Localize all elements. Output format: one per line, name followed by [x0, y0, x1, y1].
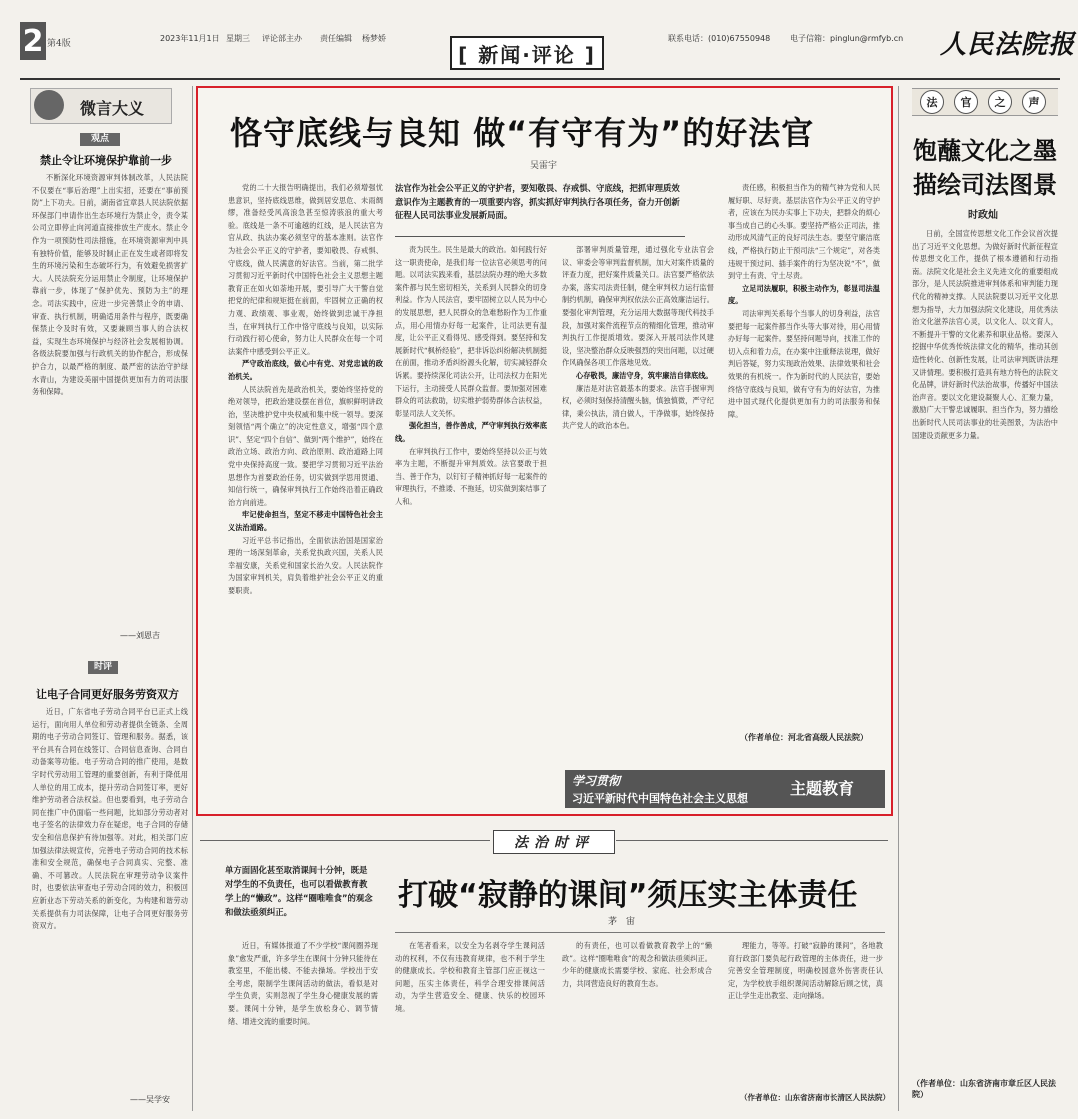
lower-byline: 茅 宙	[608, 917, 636, 927]
feature-col1-paragraph-3: 习近平总书记指出，全面依法治国是国家治理的一场深刻革命，关系党执政兴国，关系人民幸福安康，关系党和国家长治久安。人民法院作为国家审判机关，肩负着维护社会公平正义的重要职责。	[228, 535, 383, 595]
feature-col1-paragraph-2: 人民法院首先是政治机关，要始终坚持党的绝对领导，把政治建设摆在首位，旗帜鲜明讲政治，坚决维护党中央权威和集中统一领导。要深刻领悟“两个确立”的决定性意义，增强“四个意识”、坚定“四个自信”、做到“两个维护”，始终在政治立场、政治方向、政治原则、政治道路上同党中央保持高度一致。要把学习贯彻习近平法治思想作为首要政治任务，切实做到学思用贯通、知信行统一，确保审判执行工作始终沿着正确政治方向前进。	[228, 384, 383, 507]
judge-voice-char-2: 官	[954, 90, 978, 114]
page-sub: 第4版	[47, 39, 71, 49]
feature-deck: 法官作为社会公平正义的守护者，要知敬畏、存戒惧、守底线，把抓审理质效意识作为主题教育的一项重要内容，抓实抓好审判执行各项任务，奋力开创新征程人民司法事业发展新局面。	[395, 183, 680, 220]
section-banner: [ 新闻·评论 ]	[450, 36, 604, 70]
column-logo-icon	[34, 90, 64, 120]
lower-deck: 单方面固化甚至取消课间十分钟，既是对学生的不负责任，也可以看做教育教学上的“懒政”。这样“圈唯唯食”的观念和做法亟须纠正。	[225, 865, 373, 917]
issue-date: 2023年11月1日	[160, 34, 220, 43]
study-banner-badge: 主题教育	[790, 779, 855, 798]
right-article-body: 日前，全国宣传思想文化工作会议首次提出了习近平文化思想。为做好新时代新征程宣传思想文化工作，提供了根本遵循和行动指南。法院文化是社会主义先进文化的重要组成部分，是人民法院推进审判体系和审判能力现代化的精神支撑。人民法院要以习近平文化思想为指导，大力加强法院文化建设，用优秀法治文化滋养法官心灵，以文化人、以文育人，不断提升干警的文化素养和职业品格。要深入挖掘中华优秀传统法律文化的精华，推动其创造性转化、创新性发展，让司法审判既讲法理又讲情理。要积极打造具有地方特色的法院文化品牌，讲好新时代法治故事，传播好中国法治声音。要以文化建设凝聚人心、汇聚力量，激励广大干警忠诚履职、担当作为，努力描绘出新时代人民司法事业的壮美图景，为法治中国建设贡献更多力量。	[912, 229, 1058, 440]
feature-column-3	[562, 244, 714, 764]
feature-col4-subhead: 立足司法履职，积极主动作为，彰显司法温度。	[728, 283, 880, 306]
right-author-unit: （作者单位：山东省济南市章丘区人民法院）	[912, 1078, 1056, 1099]
lower-headline: 打破“寂静的课间”须压实主体责任	[398, 878, 858, 913]
left-headline-2: 让电子合同更好服务劳资双方	[36, 688, 179, 701]
feature-col2-paragraph-2: 在审判执行工作中，要始终坚持以公正与效率为主题，不断提升审判质效。法官要敢于担当、善于作为，以钉钉子精神抓好每一起案件的审理执行，不推诿、不拖延，切实做到案结事了人和。	[395, 446, 547, 506]
judge-voice-char-1: 法	[920, 90, 944, 114]
paper-name: 人民法院报	[940, 30, 1076, 60]
feature-col3-paragraph: 部署审判质量管理，通过强化专业法官会议、审委会等审判监督机制，加大对案件质量的评查力度，把好案件质量关口。法官要严格依法办案，落实司法责任制，健全审判权力运行监督制约机制，确保审判权依法公正高效廉洁运行。要强化审判管理，充分运用大数据等现代科技手段，加强对案件流程节点的精细化管理，推动审判执行工作提质增效。要深入开展司法作风建设，坚决整治群众反映强烈的突出问题，以过硬作风确保各项工作落地见效。	[562, 245, 714, 368]
page-number: 2	[20, 22, 46, 60]
right-headline-line-1: 饱蘸文化之墨	[913, 137, 1057, 165]
feature-col2-subhead: 强化担当，善作善成，严守审判执行效率底线。	[395, 421, 547, 443]
column-divider-left	[192, 86, 193, 1111]
duty-editor-label: 责任编辑	[320, 34, 352, 43]
ruling-line-right	[616, 840, 888, 841]
right-headline	[912, 134, 1058, 202]
feature-author-unit: （作者单位：河北省高级人民法院）	[740, 732, 868, 742]
feature-byline: 吴雷宇	[530, 161, 558, 171]
lower-column-2: 在笔者看来，以安全为名剥夺学生课间活动的权利，不仅有违教育规律，也不利于学生的健康成长。学校和教育主管部门应正视这一问题，压实主体责任，科学合理安排课间活动，为学生营造安全、健康、快乐的校园环境。	[395, 941, 545, 1013]
weekday: 星期三	[226, 34, 250, 43]
tag-viewpoint: 观点	[80, 133, 120, 146]
feature-col1-paragraph: 党的二十大报告明确提出，我们必须增强忧患意识，坚持底线思维，做到居安思危、未雨绸缪，准备经受风高浪急甚至惊涛骇浪的重大考验。底线是一条不可逾越的红线，是人民法官为官从政、执法办案必须坚守的基本准则。法官作为社会公平正义的守护者，要知敬畏、存戒惧、守底线，做人民满意的好法官。当前，第二批学习贯彻习近平新时代中国特色社会主义思想主题教育正在如火如荼地开展，要引导广大干警自觉把党的纪律和规矩挺在前面，牢固树立正确的权力观、政绩观、事业观，始终做到忠诚干净担当，在审判执行工作中恪守底线与良知，以实际行动践行初心使命，努力让人民群众在每一个司法案件中感受到公平正义。	[228, 183, 383, 356]
lower-author-unit: （作者单位：山东省济南市长清区人民法院）	[740, 1093, 890, 1102]
feature-column-1	[228, 182, 383, 802]
study-banner-subtitle: 习近平新时代中国特色社会主义思想	[572, 792, 748, 805]
lower-column-4: 理能力，等等。打破“寂静的课间”，各地教育行政部门要负起行政管理的主体责任，进一步完善安全管理制度，明确校园意外伤害责任认定，为学校放手组织课间活动解除后顾之忧，真正让学生走出教室、走向操场。	[728, 941, 883, 1001]
right-headline-line-2: 描绘司法图景	[913, 171, 1057, 199]
feature-col2-paragraph: 责为民生。民生是最大的政治。如何践行好这一职责使命，是我们每一位法官必须思考的问题。以司法实践来看，基层法院办理的绝大多数案件都与民生密切相关，关系到人民群众的切身利益。作为人民法官，要牢固树立以人民为中心的发展思想，把人民群众的急难愁盼作为工作重点，用心用情办好每一起案件，让司法更有温度，让公平正义看得见、感受得到。要坚持和发展新时代“枫桥经验”，把非诉讼纠纷解决机制挺在前面，推动矛盾纠纷源头化解，切实减轻群众诉累。要持续深化司法公开，让司法权力在阳光下运行，主动接受人民群众监督。要加强对困难群众的司法救助，切实维护弱势群体合法权益，彰显司法人文关怀。	[395, 245, 547, 418]
deck-rule	[395, 236, 685, 237]
duty-editor-name: 杨梦娇	[362, 34, 386, 43]
judge-voice-char-3: 之	[988, 90, 1012, 114]
left-article-2: 近日，广东省电子劳动合同平台已正式上线运行，面向用人单位和劳动者提供全链条、全周期的电子劳动合同签订、管理和服务。据悉，该平台具有合同在线签订、合同信息查询、合同自动备案等功能。电子劳动合同的推广使用，是数字时代劳动用工管理的重要创新，有利于降低用人单位的用工成本，提升劳动合同签订率，更好维护劳动者合法权益。但也要看到，电子劳动合同在推广中仍面临一些问题，比如部分劳动者对电子签名的法律效力存在疑虑，电子合同的存储安全和信息保护有待加强等。对此，相关部门应加强法律法规宣传，完善电子劳动合同的技术标准和安全规范，确保电子合同真实、完整、准确、不可篡改。人民法院在审理劳动争议案件时，也要依法审查电子劳动合同的效力，积极回应新业态下劳动关系的新变化，为构建和谐劳动关系提供有力司法保障，让电子合同更好服务劳资双方。	[32, 707, 188, 931]
editor-label: 评论部主办	[262, 34, 302, 43]
study-banner-title: 学习贯彻	[572, 774, 621, 788]
masthead-rule	[20, 78, 1060, 80]
feature-col3-subhead: 心存敬畏，廉洁守身，筑牢廉洁自律底线。	[576, 370, 713, 380]
feature-headline: 恪守底线与良知 做“有守有为”的好法官	[230, 114, 815, 152]
judge-voice-char-4: 声	[1022, 90, 1046, 114]
tag-commentary: 时评	[88, 661, 118, 674]
feature-col1-subhead-2: 牢记使命担当，坚定不移走中国特色社会主义法治道路。	[228, 510, 383, 533]
feature-col1-subhead: 严守政治底线，做心中有党、对党忠诚的政治机关。	[228, 359, 383, 381]
contact-email: 电子信箱：pinglun@rmfyb.cn	[790, 34, 904, 43]
right-byline: 时政灿	[968, 210, 998, 221]
lower-column-3: 的有责任，也可以看做教育教学上的“懒政”。这样“圈唯唯食”的观念和做法亟须纠正。少年的健康成长需要学校、家庭、社会形成合力，共同营造良好的教育生态。	[562, 941, 712, 988]
feature-col4-paragraph-2: 司法审判关系每个当事人的切身利益，法官要把每一起案件都当作头等大事对待，用心用情办好每一起案件。要坚持问题导向，找准工作的切入点和着力点，在办案中注重释法说理，做好判后答疑，努力实现政治效果、法律效果和社会效果的有机统一。作为新时代的人民法官，要始终恪守底线与良知，做有守有为的好法官，为推进中国式现代化提供更加有力的司法服务和保障。	[728, 308, 880, 419]
rule-of-law-banner: 法治时评	[493, 830, 615, 854]
left-headline-1: 禁止令让环境保护靠前一步	[40, 154, 172, 167]
feature-col3-paragraph-2: 廉洁是对法官最基本的要求。法官手握审判权，必须时刻保持清醒头脑，慎独慎微，严守纪律，秉公执法，清白做人，干净做事，始终保持共产党人的政治本色。	[562, 383, 714, 431]
left-signature-1: ——刘恩吉	[120, 631, 160, 640]
contact-phone: 联系电话：(010)67550948	[668, 34, 771, 43]
column-logo-title: 微言大义	[80, 99, 145, 118]
feature-column-2	[395, 244, 547, 804]
masthead	[0, 0, 1078, 78]
feature-column-4	[728, 182, 880, 730]
lower-column-1: 近日，有媒体报道了不少学校“课间圈养现象”愈发严重，许多学生在课间十分钟只能待在教室里，不能出楼、不能去操场。学校出于安全考虑，限制学生课间活动的做法，看似是对学生负责，实则忽视了学生身心健康发展的需要。课间十分钟，是学生放松身心、调节情绪、增进交流的重要时间。	[228, 941, 378, 1026]
ruling-line-left	[200, 840, 490, 841]
feature-col4-paragraph: 责任感，积极担当作为的精气神为党和人民履好职、尽好责。基层法官作为公平正义的守护者，应该在为民办实事上下功夫，把群众的烦心事当成自己的心头事。要坚持严格公正司法，推动形成风清气正的良好司法生态。要坚守廉洁底线，严格执行防止干预司法“三个规定”，对各类违规干预过问、插手案件的行为坚决说“不”，做到守土有责、守土尽责。	[728, 183, 880, 281]
lower-rule	[395, 932, 885, 933]
column-divider-right	[898, 86, 899, 1111]
left-signature-2: ——吴学安	[130, 1095, 170, 1104]
left-article-1: 不断深化环境资源审判体制改革，人民法院不仅要在“事后治理”上出实招，还要在“事前预防”上下功夫。日前，湖南省宜章县人民法院依据环保部门申请作出生态环境行为禁止令，责令某公司立即停止向河道直接排放生产废水。禁止令作为一项预防性司法措施，在环境资源审判中具有独特价值，能够及时制止正在发生或者即将发生的环境污染和生态破坏行为，有效避免损害扩大。人民法院充分运用禁止令制度，让环境保护靠前一步，体现了“保护优先、预防为主”的理念。司法实践中，应进一步完善禁止令的申请、审查、执行机制，明确适用条件与程序，既要确保禁止令及时有效，又要兼顾当事人的合法权益，实现生态环境保护与经济社会发展相协调。各级法院要加强与行政机关的协作配合，形成保护合力，以最严格的制度、最严密的法治守护绿水青山，为建设美丽中国提供更加有力的司法服务和保障。	[32, 173, 188, 397]
